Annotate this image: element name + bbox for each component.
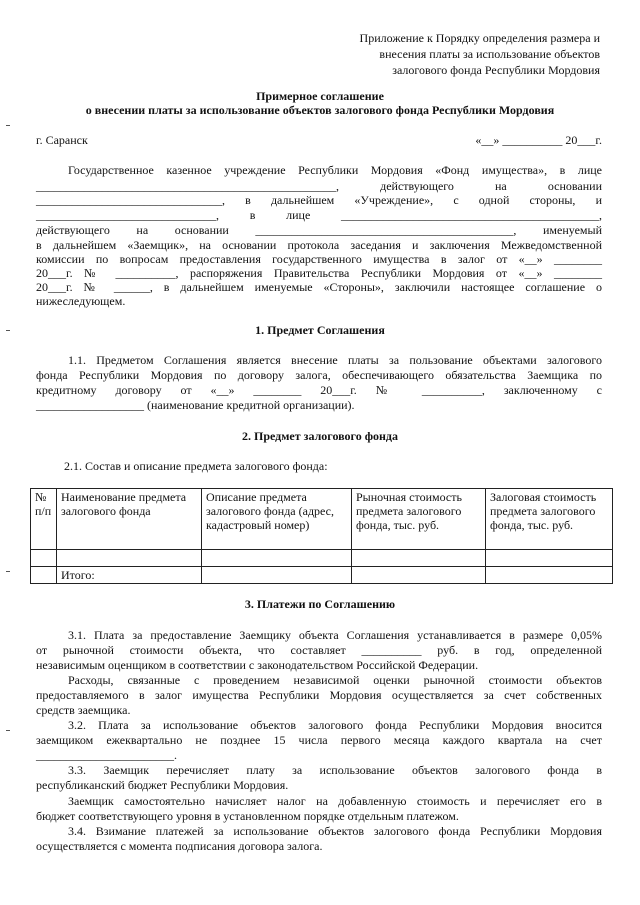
table-cell bbox=[202, 550, 352, 567]
section-2-title: 2. Предмет залогового фонда bbox=[242, 429, 398, 443]
total-label: Итого: bbox=[57, 567, 202, 584]
collateral-table bbox=[30, 488, 613, 584]
section-1-line: 1.1. Предметом Соглашения является внесение платы за пользование объектами залогового bbox=[68, 353, 602, 367]
table-cell bbox=[202, 567, 352, 584]
table-header-row bbox=[31, 489, 613, 550]
preamble-line: _______________________________, в дальнейшем «Учреждение», с одной стороны, и bbox=[36, 193, 602, 207]
appendix-line: внесения платы за использование объектов bbox=[379, 47, 600, 61]
table-cell bbox=[352, 550, 486, 567]
preamble-line: в дальнейшем «Заемщик», на основании протокола заседания и заключения Межведомственной bbox=[36, 238, 602, 252]
table-total-row bbox=[31, 567, 613, 584]
section-3-line: от рыночной стоимости объекта, что составляет __________ руб. в год, определенной bbox=[36, 643, 602, 657]
section-3-line: средств заемщика. bbox=[36, 703, 131, 717]
appendix-line: залогового фонда Республики Мордовия bbox=[392, 63, 600, 77]
table-cell bbox=[31, 550, 57, 567]
column-header: Залоговая стоимость предмета залогового фонда, тыс. руб. bbox=[486, 489, 613, 550]
section-3-line: 3.4. Взимание платежей за использование объектов залогового фонда Республики Мордовия bbox=[68, 824, 602, 838]
section-3-line: республиканский бюджет Республики Мордовия. bbox=[36, 778, 289, 792]
section-3-line: 3.2. Плата за использование объектов залогового фонда Республики Мордовия вносится bbox=[68, 718, 602, 732]
section-2-intro: 2.1. Состав и описание предмета залогового фонда: bbox=[64, 459, 328, 473]
margin-mark bbox=[6, 330, 10, 331]
section-3-line: 3.1. Плата за предоставление Заемщику объекта Соглашения устанавливается в размере 0,05% bbox=[68, 628, 602, 642]
table-row bbox=[31, 550, 613, 567]
margin-mark bbox=[6, 571, 10, 572]
section-3-line: Заемщик самостоятельно начисляет налог на добавленную стоимость и перечисляет его в bbox=[68, 794, 602, 808]
section-1-line: __________________ (наименование кредитной организации). bbox=[36, 398, 355, 412]
margin-mark bbox=[6, 730, 10, 731]
column-header: Наименование предмета залогового фонда bbox=[57, 489, 202, 550]
column-header: № п/п bbox=[31, 489, 57, 550]
section-1-title: 1. Предмет Соглашения bbox=[255, 323, 385, 337]
section-1-line: фонда Республики Мордовия по договору залога, обеспечивающего обязательства Заемщика по bbox=[36, 368, 602, 382]
date-placeholder: «__» __________ 20___г. bbox=[475, 133, 602, 147]
table-cell bbox=[57, 550, 202, 567]
preamble-line: ______________________________, в лице ___________________________________________, bbox=[36, 208, 602, 222]
preamble-line: комиссии по вопросам предоставления государственного имущества в залог от «__» ________ bbox=[36, 252, 602, 266]
column-header: Рыночная стоимость предмета залогового фонда, тыс. руб. bbox=[352, 489, 486, 550]
city: г. Саранск bbox=[36, 133, 88, 147]
document-subtitle: о внесении платы за использование объектов залогового фонда Республики Мордовия bbox=[85, 103, 555, 117]
preamble-line: 20___г. № ______, в дальнейшем именуемые «Стороны», заключили настоящее соглашение о bbox=[36, 280, 602, 294]
table-cell bbox=[486, 550, 613, 567]
table-cell bbox=[352, 567, 486, 584]
preamble-line: действующего на основании ___________________________________________, именуемый bbox=[36, 223, 602, 237]
preamble-line: 20___г. № __________, распоряжения Правительства Республики Мордовия от «__» ________ bbox=[36, 266, 602, 280]
preamble-line: Государственное казенное учреждение Республики Мордовия «Фонд имущества», в лице bbox=[68, 163, 602, 177]
section-1-line: кредитному договору от «__» ________ 20___г. № __________, заключенному с bbox=[36, 383, 602, 397]
section-3-line: _______________________. bbox=[36, 748, 177, 762]
section-3-line: заемщиком ежеквартально не позднее 15 числа первого месяца каждого квартала на счет bbox=[36, 733, 602, 747]
section-3-line: независимым оценщиком в соответствии с законодательством Российской Федерации. bbox=[36, 658, 479, 672]
margin-mark bbox=[6, 125, 10, 126]
column-header: Описание предмета залогового фонда (адрес, кадастровый номер) bbox=[202, 489, 352, 550]
section-3-line: осуществляется с момента подписания договора залога. bbox=[36, 839, 323, 853]
place-date-row bbox=[36, 133, 602, 147]
section-3-line: 3.3. Заемщик перечисляет плату за использование объектов залогового фонда в bbox=[68, 763, 602, 777]
document-title: Примерное соглашение bbox=[256, 89, 384, 103]
section-3-line: Расходы, связанные с проведением независимой оценки рыночной стоимости объектов bbox=[68, 673, 602, 687]
section-3-title: 3. Платежи по Соглашению bbox=[244, 597, 396, 611]
preamble-line: нижеследующем. bbox=[36, 294, 126, 308]
section-3-line: бюджет соответствующего уровня в установленном порядке отдельным платежом. bbox=[36, 809, 459, 823]
preamble-line: __________________________________________________, действующего на основании bbox=[36, 179, 602, 193]
table-cell bbox=[486, 567, 613, 584]
table-cell bbox=[31, 567, 57, 584]
appendix-header bbox=[300, 30, 600, 78]
appendix-line: Приложение к Порядку определения размера и bbox=[359, 31, 600, 45]
section-3-line: предоставляемого в залог имущества Республики Мордовия осуществляется за счет собственных bbox=[36, 688, 602, 702]
